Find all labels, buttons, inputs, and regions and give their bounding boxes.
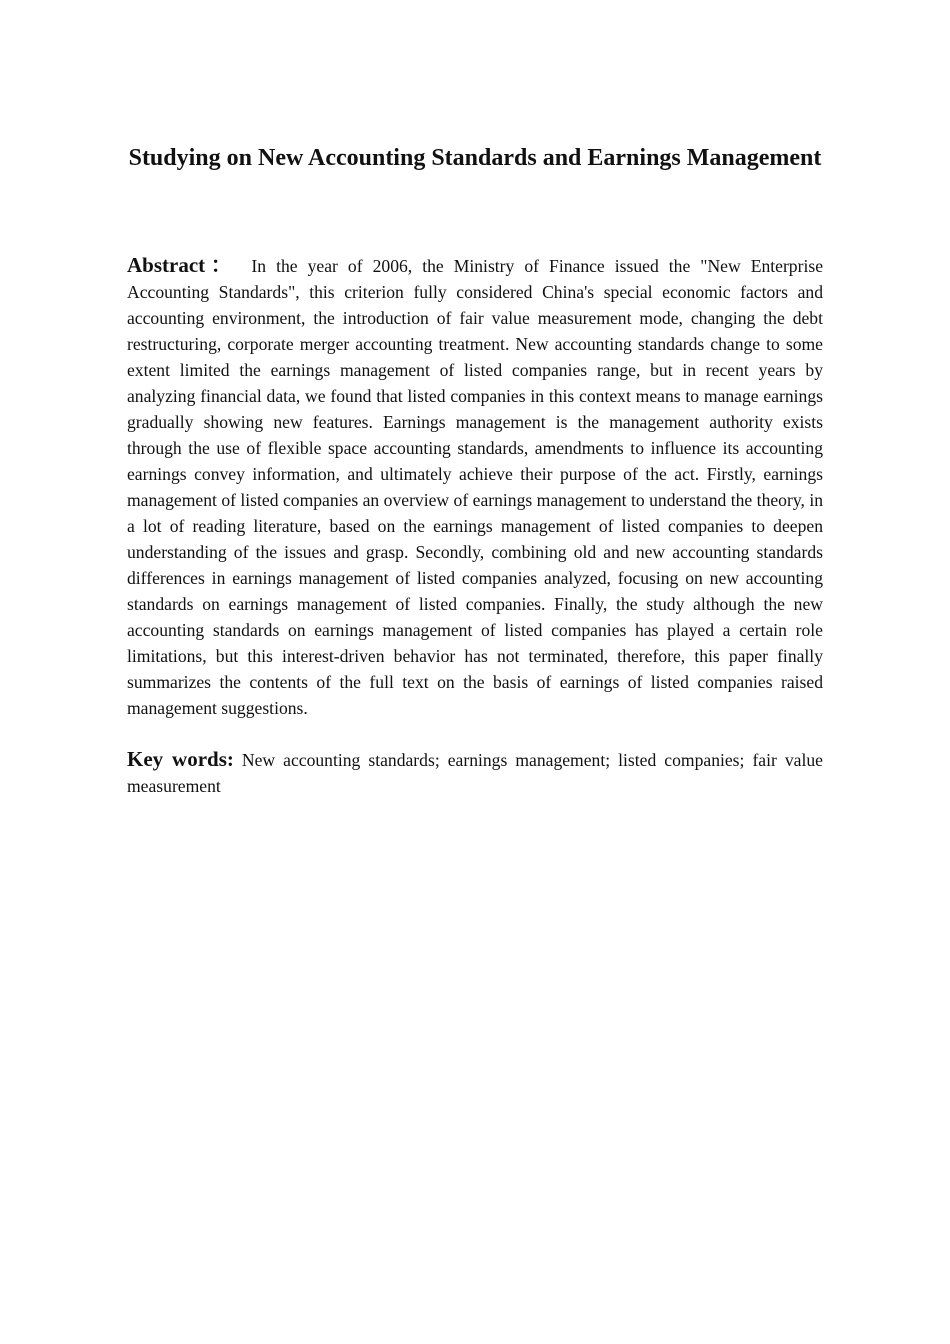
keywords-text: New accounting standards; earnings management; listed companies; fair value measurement xyxy=(127,750,823,796)
abstract-label-colon: ： xyxy=(205,253,238,277)
abstract-text: In the year of 2006, the Ministry of Finance issued the "New Enterprise Accounting Standards", this criterion fully considered China's special economic factors and accounting environment, the introduction of fair value measurement mode, changing the debt restructuring, corporate merger accounting treatment. New accounting standards change to some extent limited the earnings management of listed companies range, but in recent years by analyzing financial data, we found that listed companies in this context means to manage earnings gradually showing new features. Earnings management is the management authority exists through the use of flexible space accounting standards, amendments to influence its accounting earnings convey information, and ultimately achieve their purpose of the act. Firstly, earnings management of listed companies an overview of earnings management to understand the theory, in a lot of reading literature, based on the earnings management of listed companies to deepen understanding of the issues and grasp. Secondly, combining old and new accounting standards differences in earnings management of listed companies analyzed, focusing on new accounting standards on earnings management of listed companies. Finally, the study although the new accounting standards on earnings management of listed companies has played a certain role limitations, but this interest-driven behavior has not terminated, therefore, this paper finally summarizes the contents of the full text on the basis of earnings of listed companies raised management suggestions. xyxy=(127,256,824,718)
keywords-paragraph xyxy=(127,746,823,799)
abstract-label: Abstract xyxy=(127,253,206,277)
paper-title: Studying on New Accounting Standards and Earnings Management xyxy=(128,145,822,171)
abstract-paragraph xyxy=(127,252,823,721)
keywords-label: Key words: xyxy=(127,747,234,771)
